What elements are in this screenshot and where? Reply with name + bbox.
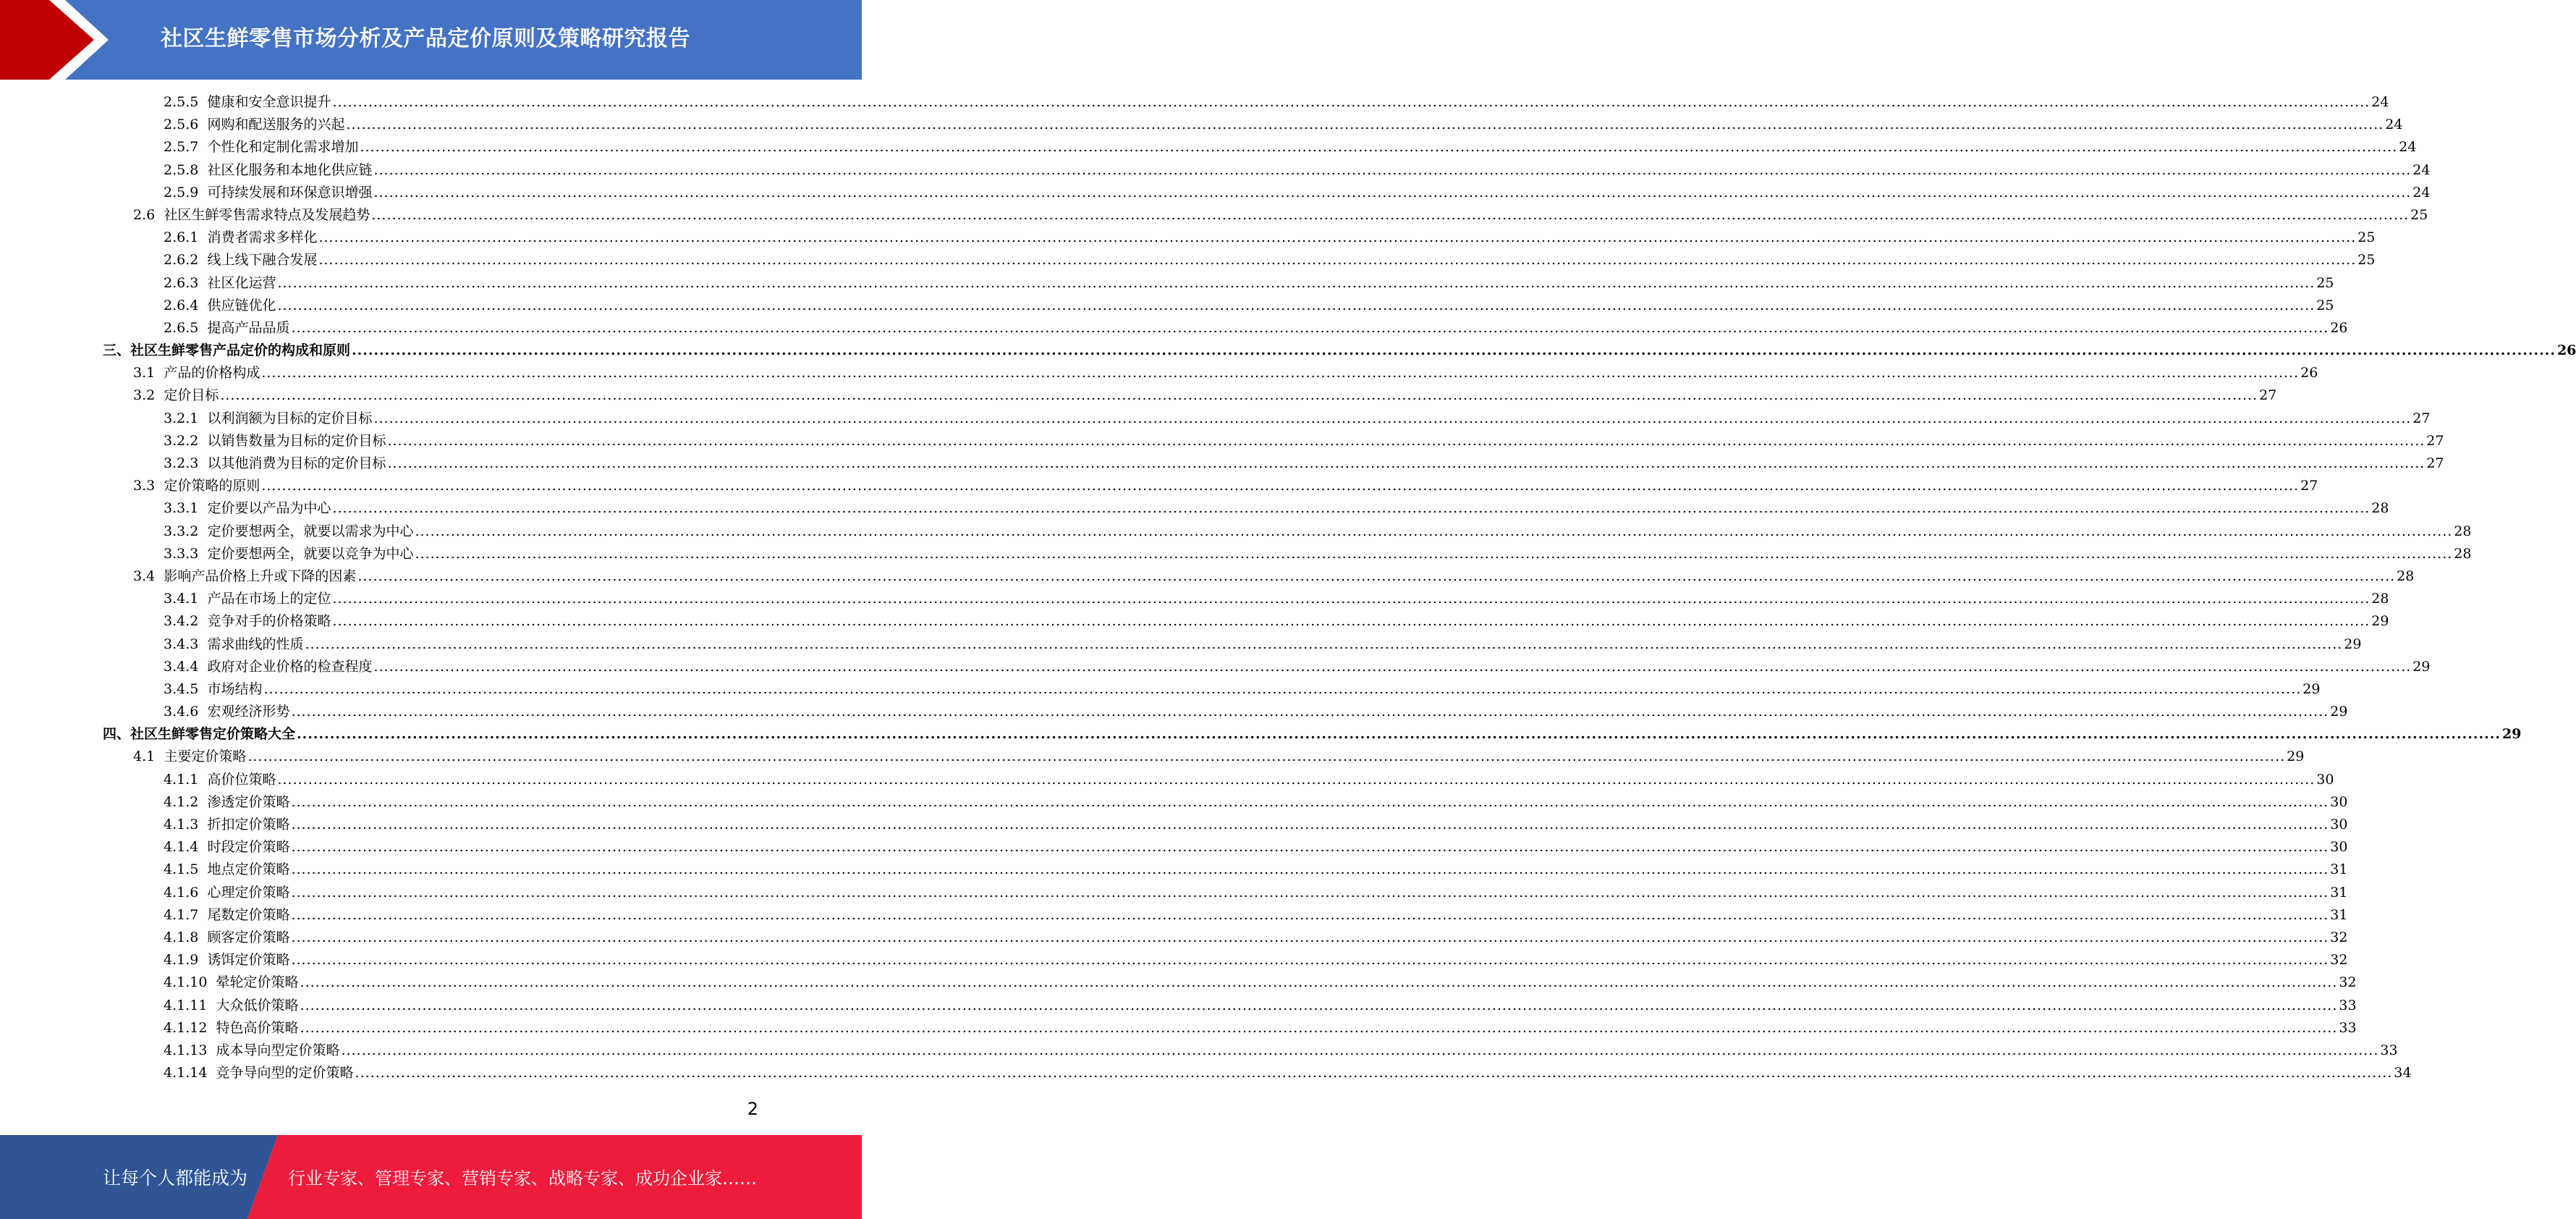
toc-entry-number: 4.1.3: [164, 817, 199, 832]
toc-entry-number: 3.2.3: [164, 455, 199, 471]
toc-entry-number: 4.1.14: [164, 1065, 208, 1081]
toc-entry-number: 4.1.12: [164, 1019, 208, 1036]
toc-entry-title: 竞争对手的价格策略: [207, 613, 331, 630]
toc-entry-title: 以销售数量为目标的定价目标: [207, 432, 386, 449]
toc-dot-leader: ................................................................................................................................................................................................................................................................................................................................................................................................................: [300, 997, 2338, 1013]
toc-entry[interactable]: [0, 814, 2348, 836]
toc-entry-page: 31: [2330, 861, 2348, 878]
toc-dot-leader: ................................................................................................................................................................................................................................................................................................................................................................................................................: [291, 704, 2329, 720]
toc-entry-number: 4.1.10: [164, 974, 208, 991]
toc-entry-page: 28: [2371, 591, 2389, 607]
toc-entry-page: 27: [2259, 387, 2277, 404]
toc-dot-leader: ................................................................................................................................................................................................................................................................................................................................................................................................................: [346, 117, 2384, 133]
toc-entry-page: 24: [2412, 161, 2431, 178]
toc-entry-number: 4.1.2: [164, 793, 199, 810]
toc-entry-number: 3.4.6: [164, 704, 199, 720]
toc-entry-title: 宏观经济形势: [207, 704, 290, 720]
toc-entry-title: 定价要以产品为中心: [207, 500, 331, 517]
toc-entry-page: 27: [2300, 478, 2318, 494]
toc-entry[interactable]: [0, 430, 2444, 452]
toc-entry-title: 大众低价策略: [216, 997, 299, 1013]
toc-dot-leader: ................................................................................................................................................................................................................................................................................................................................................................................................................: [291, 817, 2329, 832]
toc-entry-page: 29: [2371, 613, 2389, 630]
toc-entry[interactable]: [0, 633, 2362, 656]
toc-entry-page: 26: [2556, 342, 2576, 359]
toc-entry-page: 33: [2339, 1019, 2357, 1036]
toc-entry-title: 市场结构: [207, 680, 263, 697]
toc-dot-leader: ................................................................................................................................................................................................................................................................................................................................................................................................................: [291, 952, 2329, 969]
toc-entry-title: 折扣定价策略: [207, 817, 290, 832]
toc-dot-leader: ................................................................................................................................................................................................................................................................................................................................................................................................................: [332, 613, 2370, 630]
toc-dot-leader: ................................................................................................................................................................................................................................................................................................................................................................................................................: [332, 500, 2370, 517]
toc-entry-page: 25: [2357, 229, 2376, 246]
toc-entry-title: 健康和安全意识提升: [207, 94, 331, 110]
toc-dot-leader: ................................................................................................................................................................................................................................................................................................................................................................................................................: [261, 478, 2300, 494]
toc-dot-leader: ................................................................................................................................................................................................................................................................................................................................................................................................................: [263, 680, 2302, 697]
toc-dot-leader: ................................................................................................................................................................................................................................................................................................................................................................................................................: [371, 206, 2410, 223]
toc-entry-page: 24: [2399, 139, 2417, 156]
toc-entry-page: 32: [2330, 929, 2348, 945]
toc-dot-leader: ................................................................................................................................................................................................................................................................................................................................................................................................................: [360, 139, 2398, 156]
toc-entry-page: 24: [2371, 94, 2389, 110]
toc-entry-title: 定价要想两全，就要以需求为中心: [207, 523, 414, 539]
toc-entry-number: 3.2: [133, 387, 156, 404]
toc-entry-number: 3.3.2: [164, 523, 199, 539]
toc-entry-page: 33: [2339, 997, 2357, 1013]
toc-entry-title: 定价目标: [164, 387, 219, 404]
toc-dot-leader: ................................................................................................................................................................................................................................................................................................................................................................................................................: [291, 861, 2329, 878]
toc-entry-number: 3.4.4: [164, 658, 199, 675]
toc-entry-title: 可持续发展和环保意识增强: [207, 184, 373, 201]
toc-entry-number: 3.4.1: [164, 591, 199, 607]
toc-entry-page: 29: [2302, 680, 2321, 697]
toc-entry-number: 3.4: [133, 568, 156, 584]
toc-entry-number: 4.1.6: [164, 884, 199, 900]
toc-entry-page: 27: [2426, 455, 2444, 471]
toc-entry[interactable]: [0, 249, 2376, 271]
toc-entry-page: 29: [2344, 636, 2362, 652]
toc-dot-leader: ................................................................................................................................................................................................................................................................................................................................................................................................................: [415, 523, 2453, 539]
toc-dot-leader: ................................................................................................................................................................................................................................................................................................................................................................................................................: [415, 545, 2453, 562]
toc-entry-title: 顾客定价策略: [207, 929, 290, 945]
toc-entry-number: 2.5.5: [164, 94, 199, 110]
toc-entry-title: 时段定价策略: [207, 839, 290, 856]
toc-entry[interactable]: [0, 114, 2403, 136]
toc-dot-leader: ................................................................................................................................................................................................................................................................................................................................................................................................................: [261, 365, 2300, 381]
page-number: 2: [747, 1099, 758, 1119]
toc-entry-title: 特色高价策略: [216, 1019, 299, 1036]
toc-dot-leader: ................................................................................................................................................................................................................................................................................................................................................................................................................: [291, 839, 2329, 856]
toc-entry-title: 渗透定价策略: [207, 793, 290, 810]
toc-entry[interactable]: [0, 1039, 2398, 1062]
toc-entry-title: 社区生鲜零售产品定价的构成和原则: [130, 342, 351, 359]
toc-entry-title: 竞争导向型的定价策略: [216, 1065, 354, 1081]
toc-entry[interactable]: [0, 971, 2357, 994]
toc-entry-page: 28: [2454, 523, 2472, 539]
report-title: 社区生鲜零售市场分析及产品定价原则及策略研究报告: [161, 26, 690, 51]
toc-entry[interactable]: [0, 882, 2348, 904]
toc-entry-page: 34: [2394, 1065, 2412, 1081]
toc-entry-page: 24: [2412, 184, 2431, 201]
toc-entry-number: 3.3.1: [164, 500, 199, 517]
toc-entry-page: 26: [2330, 319, 2348, 336]
toc-entry-page: 30: [2330, 839, 2348, 856]
toc-entry-title: 尾数定价策略: [207, 906, 290, 923]
toc-entry-title: 提高产品品质: [207, 319, 290, 336]
toc-entry-title: 社区化运营: [207, 274, 276, 291]
toc-dot-leader: ................................................................................................................................................................................................................................................................................................................................................................................................................: [355, 1065, 2393, 1081]
toc-dot-leader: ................................................................................................................................................................................................................................................................................................................................................................................................................: [318, 229, 2357, 246]
toc-entry-number: 3.2.2: [164, 432, 199, 449]
toc-dot-leader: ................................................................................................................................................................................................................................................................................................................................................................................................................: [318, 252, 2357, 269]
toc-entry-page: 30: [2330, 793, 2348, 810]
toc-entry-title: 个性化和定制化需求增加: [207, 139, 359, 156]
toc-entry-page: 27: [2426, 432, 2444, 449]
toc-dot-leader: ................................................................................................................................................................................................................................................................................................................................................................................................................: [291, 793, 2329, 810]
toc-entry[interactable]: [0, 836, 2348, 859]
toc-entry-number: 2.6.4: [164, 297, 199, 313]
toc-entry[interactable]: [0, 746, 2305, 768]
toc-entry-title: 影响产品价格上升或下降的因素: [164, 568, 357, 584]
toc-entry-number: 3.2.1: [164, 410, 199, 426]
toc-entry-number: 3.4.3: [164, 636, 199, 652]
toc-entry[interactable]: [0, 995, 2357, 1017]
toc-entry-number: 四、: [103, 726, 131, 743]
toc-entry-page: 27: [2412, 410, 2431, 426]
toc-entry-title: 政府对企业价格的检查程度: [207, 658, 373, 675]
toc-entry[interactable]: [0, 136, 2417, 159]
toc-entry-number: 2.6.2: [164, 252, 199, 269]
toc-entry-number: 4.1.5: [164, 861, 199, 878]
toc-entry[interactable]: [0, 159, 2431, 182]
toc-entry-number: 2.5.9: [164, 184, 199, 201]
toc-entry-title: 以其他消费为目标的定价目标: [207, 455, 386, 471]
toc-entry-page: 29: [2287, 748, 2305, 765]
toc-dot-leader: ................................................................................................................................................................................................................................................................................................................................................................................................................: [300, 1019, 2338, 1036]
toc-entry-number: 2.6.5: [164, 319, 199, 336]
toc-dot-leader: ................................................................................................................................................................................................................................................................................................................................................................................................................: [373, 161, 2412, 178]
toc-entry-number: 3.4.2: [164, 613, 199, 630]
toc-entry-title: 心理定价策略: [207, 884, 290, 900]
toc-entry-number: 2.5.7: [164, 139, 199, 156]
toc-entry-page: 29: [2412, 658, 2431, 675]
toc-entry[interactable]: [0, 204, 2428, 227]
toc-entry-title: 产品的价格构成: [164, 365, 260, 381]
toc-entry[interactable]: [0, 791, 2348, 814]
toc-entry[interactable]: [0, 91, 2389, 114]
table-of-contents: [0, 91, 2576, 1084]
toc-entry-page: 29: [2330, 704, 2348, 720]
toc-entry[interactable]: [0, 408, 2431, 430]
toc-entry[interactable]: [0, 723, 2522, 746]
toc-entry[interactable]: [0, 227, 2376, 249]
toc-dot-leader: ................................................................................................................................................................................................................................................................................................................................................................................................................: [305, 636, 2343, 652]
toc-entry[interactable]: [0, 1017, 2357, 1039]
toc-dot-leader: ................................................................................................................................................................................................................................................................................................................................................................................................................: [357, 568, 2396, 584]
toc-entry[interactable]: [0, 949, 2348, 971]
toc-entry[interactable]: [0, 497, 2389, 520]
toc-entry[interactable]: [0, 701, 2348, 723]
page-header: [0, 0, 862, 80]
toc-entry-number: 3.1: [133, 365, 156, 381]
toc-entry-number: 三、: [103, 342, 131, 359]
toc-entry-page: 25: [2357, 252, 2376, 269]
toc-entry[interactable]: [0, 656, 2431, 678]
toc-dot-leader: ................................................................................................................................................................................................................................................................................................................................................................................................................: [277, 274, 2316, 291]
toc-entry[interactable]: [0, 588, 2389, 610]
toc-entry-page: 32: [2330, 952, 2348, 969]
toc-entry[interactable]: [0, 927, 2348, 949]
toc-entry[interactable]: [0, 362, 2318, 384]
toc-entry-number: 2.5.8: [164, 161, 199, 178]
toc-entry-page: 31: [2330, 906, 2348, 923]
toc-entry-title: 晕轮定价策略: [216, 974, 299, 991]
toc-dot-leader: ................................................................................................................................................................................................................................................................................................................................................................................................................: [247, 748, 2286, 765]
toc-entry-title: 诱饵定价策略: [207, 952, 290, 969]
toc-entry[interactable]: [0, 520, 2472, 543]
toc-entry-page: 25: [2316, 274, 2334, 291]
toc-entry-title: 高价位策略: [207, 771, 276, 788]
toc-entry[interactable]: [0, 678, 2321, 701]
footer-slogan-right: 行业专家、管理专家、营销专家、战略专家、成功企业家……: [288, 1168, 757, 1189]
toc-entry[interactable]: [0, 859, 2348, 881]
toc-entry[interactable]: [0, 904, 2348, 927]
toc-entry-number: 2.6: [133, 206, 156, 223]
toc-entry-number: 3.3: [133, 478, 156, 494]
toc-entry-number: 2.6.1: [164, 229, 199, 246]
toc-dot-leader: ................................................................................................................................................................................................................................................................................................................................................................................................................: [297, 726, 2501, 743]
toc-entry-title: 网购和配送服务的兴起: [207, 117, 345, 133]
toc-entry[interactable]: [0, 182, 2431, 204]
toc-entry[interactable]: [0, 610, 2389, 633]
toc-entry[interactable]: [0, 384, 2277, 407]
toc-entry-number: 4.1: [133, 748, 156, 765]
toc-entry-title: 主要定价策略: [164, 748, 247, 765]
toc-entry-title: 社区化服务和本地化供应链: [207, 161, 373, 178]
toc-entry-number: 2.6.3: [164, 274, 199, 291]
footer-slogan-left: 让每个人都能成为: [103, 1168, 248, 1189]
toc-entry-title: 线上线下融合发展: [207, 252, 318, 269]
toc-dot-leader: ................................................................................................................................................................................................................................................................................................................................................................................................................: [373, 658, 2412, 675]
toc-entry[interactable]: [0, 565, 2415, 588]
toc-dot-leader: ................................................................................................................................................................................................................................................................................................................................................................................................................: [352, 342, 2556, 359]
toc-dot-leader: ................................................................................................................................................................................................................................................................................................................................................................................................................: [341, 1042, 2379, 1058]
toc-entry-number: 4.1.1: [164, 771, 199, 788]
toc-entry-page: 28: [2371, 500, 2389, 517]
toc-dot-leader: ................................................................................................................................................................................................................................................................................................................................................................................................................: [291, 929, 2329, 945]
toc-entry-number: 4.1.8: [164, 929, 199, 945]
toc-entry[interactable]: [0, 769, 2334, 791]
toc-entry[interactable]: [0, 1062, 2412, 1084]
toc-entry-title: 需求曲线的性质: [207, 636, 304, 652]
toc-entry-title: 社区生鲜零售需求特点及发展趋势: [164, 206, 370, 223]
toc-dot-leader: ................................................................................................................................................................................................................................................................................................................................................................................................................: [291, 319, 2329, 336]
toc-dot-leader: ................................................................................................................................................................................................................................................................................................................................................................................................................: [291, 884, 2329, 900]
toc-entry-page: 30: [2330, 817, 2348, 832]
toc-dot-leader: ................................................................................................................................................................................................................................................................................................................................................................................................................: [332, 591, 2370, 607]
toc-entry[interactable]: [0, 317, 2348, 339]
toc-entry-number: 2.5.6: [164, 117, 199, 133]
toc-entry-title: 产品在市场上的定位: [207, 591, 331, 607]
toc-entry[interactable]: [0, 295, 2334, 317]
toc-entry-page: 28: [2397, 568, 2415, 584]
toc-entry-page: 25: [2410, 206, 2428, 223]
toc-entry-title: 供应链优化: [207, 297, 276, 313]
toc-entry-number: 4.1.7: [164, 906, 199, 923]
toc-entry-title: 地点定价策略: [207, 861, 290, 878]
toc-entry-page: 31: [2330, 884, 2348, 900]
toc-entry[interactable]: [0, 475, 2318, 497]
toc-entry-title: 成本导向型定价策略: [216, 1042, 340, 1058]
toc-dot-leader: ................................................................................................................................................................................................................................................................................................................................................................................................................: [291, 906, 2329, 923]
toc-dot-leader: ................................................................................................................................................................................................................................................................................................................................................................................................................: [332, 94, 2370, 110]
toc-entry-title: 社区生鲜零售定价策略大全: [130, 726, 296, 743]
toc-entry-page: 26: [2300, 365, 2318, 381]
toc-entry[interactable]: [0, 339, 2576, 362]
toc-entry-page: 28: [2454, 545, 2472, 562]
toc-entry[interactable]: [0, 452, 2444, 475]
toc-dot-leader: ................................................................................................................................................................................................................................................................................................................................................................................................................: [387, 455, 2425, 471]
toc-entry-page: 29: [2501, 726, 2522, 743]
toc-entry-page: 33: [2380, 1042, 2398, 1058]
toc-entry-title: 定价策略的原则: [164, 478, 260, 494]
toc-entry-number: 4.1.11: [164, 997, 208, 1013]
toc-entry[interactable]: [0, 543, 2472, 565]
toc-entry-number: 4.1.4: [164, 839, 199, 856]
toc-entry-page: 24: [2385, 117, 2403, 133]
toc-entry-page: 25: [2316, 297, 2334, 313]
page-footer: [0, 1135, 862, 1219]
toc-entry-page: 32: [2339, 974, 2357, 991]
toc-entry-title: 以利润额为目标的定价目标: [207, 410, 373, 426]
toc-dot-leader: ................................................................................................................................................................................................................................................................................................................................................................................................................: [373, 184, 2412, 201]
toc-entry-number: 3.4.5: [164, 680, 199, 697]
toc-dot-leader: ................................................................................................................................................................................................................................................................................................................................................................................................................: [373, 410, 2412, 426]
toc-entry-number: 4.1.13: [164, 1042, 208, 1058]
toc-entry[interactable]: [0, 272, 2334, 295]
toc-entry-number: 3.3.3: [164, 545, 199, 562]
toc-dot-leader: ................................................................................................................................................................................................................................................................................................................................................................................................................: [277, 771, 2316, 788]
toc-entry-number: 4.1.9: [164, 952, 199, 969]
toc-dot-leader: ................................................................................................................................................................................................................................................................................................................................................................................................................: [300, 974, 2338, 991]
toc-dot-leader: ................................................................................................................................................................................................................................................................................................................................................................................................................: [277, 297, 2316, 313]
toc-dot-leader: ................................................................................................................................................................................................................................................................................................................................................................................................................: [220, 387, 2258, 404]
toc-dot-leader: ................................................................................................................................................................................................................................................................................................................................................................................................................: [387, 432, 2425, 449]
toc-entry-title: 定价要想两全，就要以竞争为中心: [207, 545, 414, 562]
toc-entry-page: 30: [2316, 771, 2334, 788]
toc-entry-title: 消费者需求多样化: [207, 229, 318, 246]
